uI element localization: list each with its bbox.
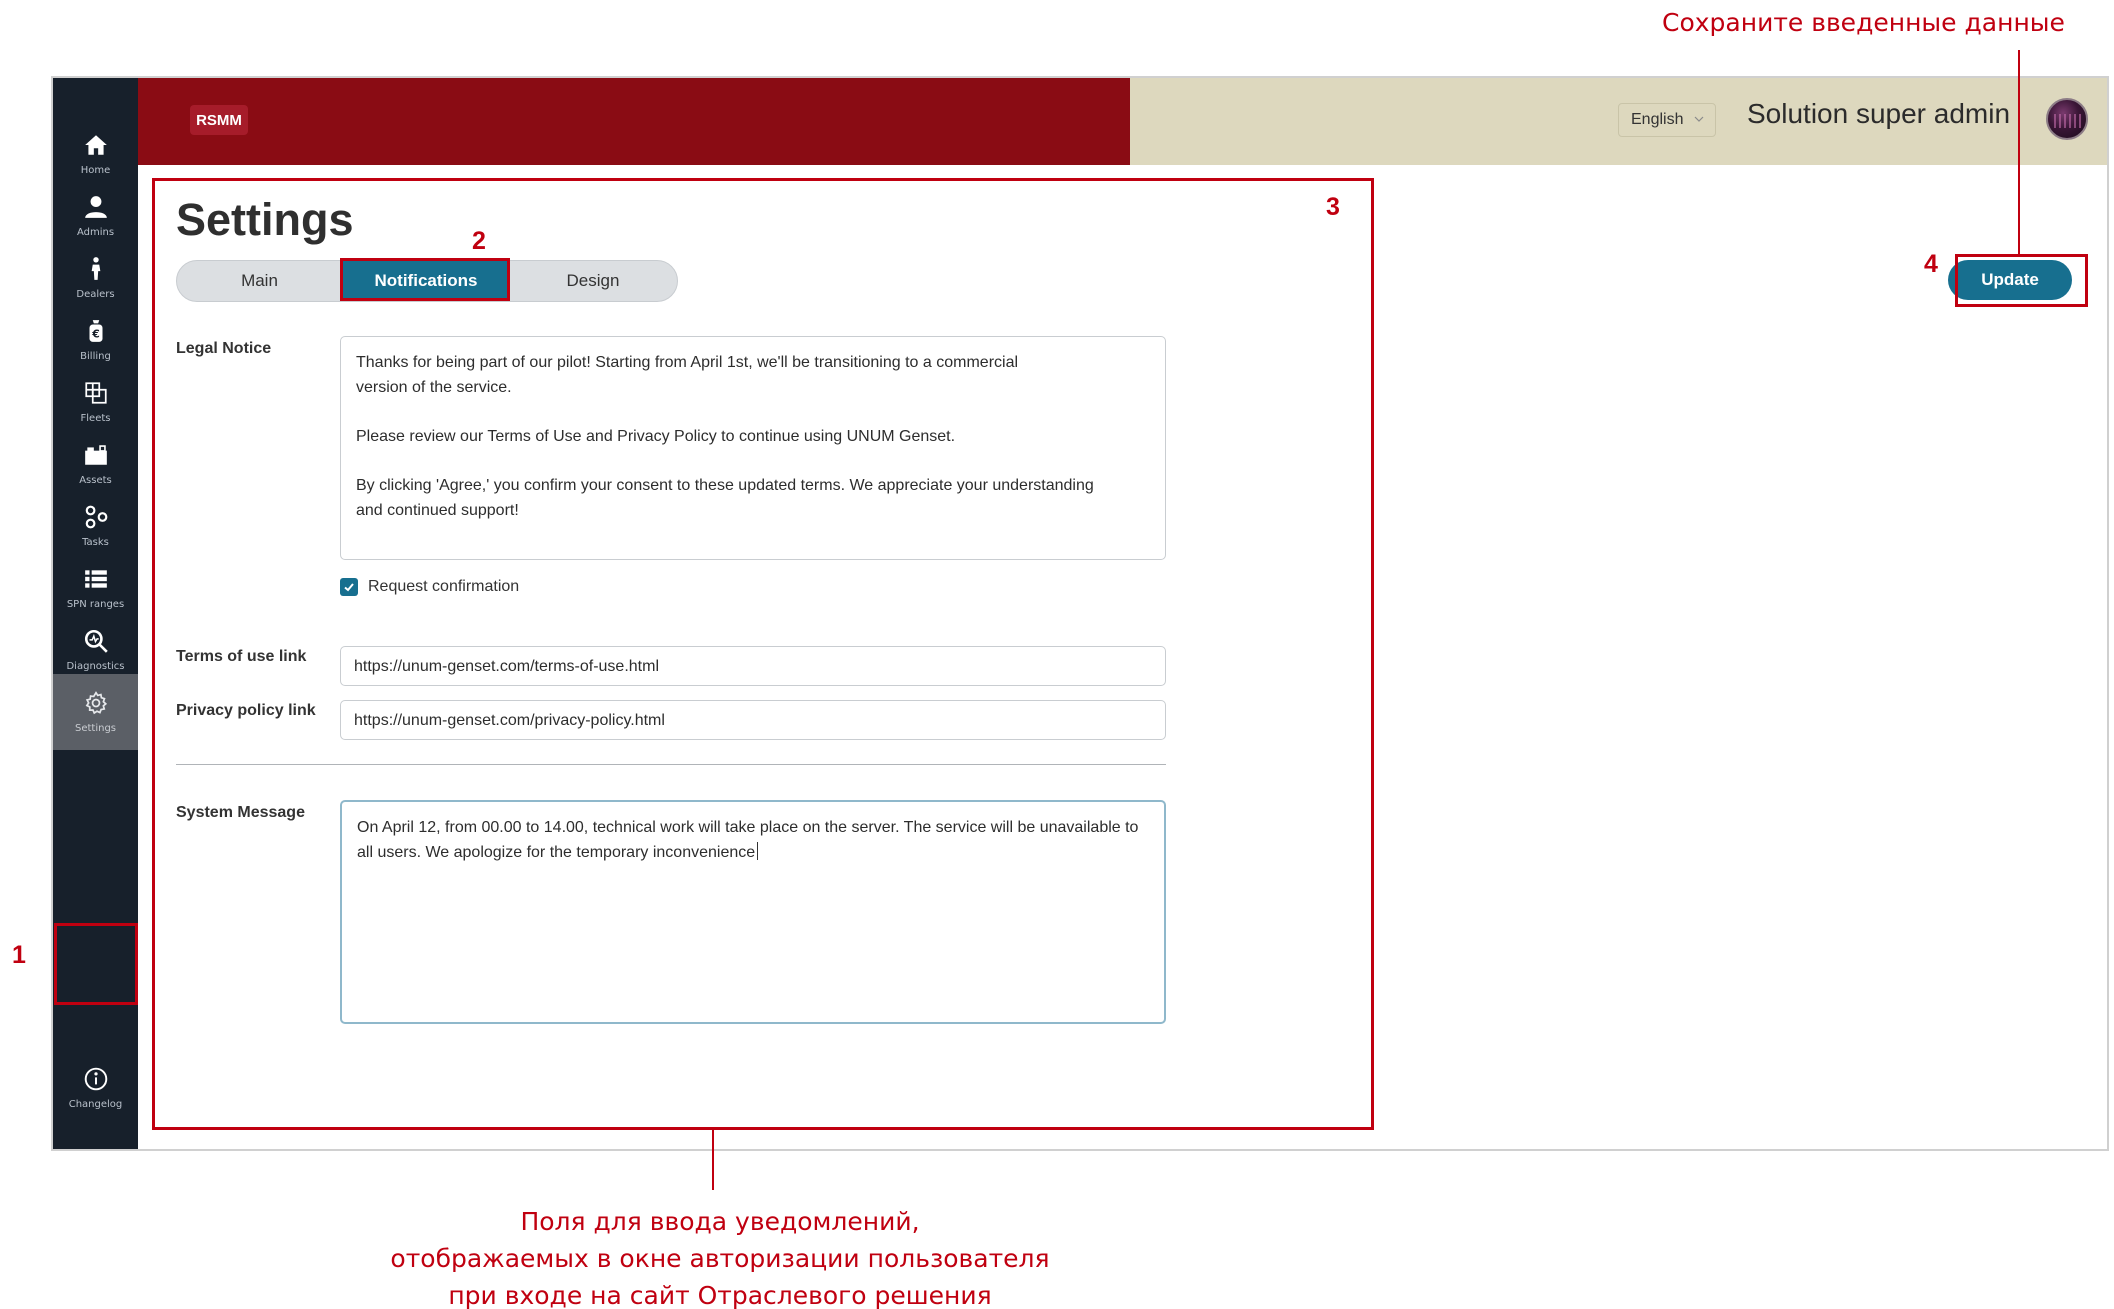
tab-main[interactable]: Main (241, 271, 278, 290)
header-user-bar (1130, 78, 2107, 165)
page-title: Settings (176, 194, 354, 245)
fleets-icon (83, 380, 109, 406)
sidebar-item-label: Settings (74, 723, 116, 734)
billing-icon (83, 318, 109, 344)
annotation-fields-hint-line: отображаемых в окне авторизации пользователя (390, 1244, 1050, 1273)
chevron-down-icon (1693, 113, 1705, 125)
legal-notice-line: Thanks for being part of our pilot! Starting from April 1st, we'll be transitioning to a commercial (356, 354, 1019, 371)
update-button[interactable]: Update (1948, 260, 2072, 300)
annotation-fields-hint-line: Поля для ввода уведомлений, (520, 1207, 920, 1236)
sidebar-item-label: Dealers (76, 289, 115, 300)
sidebar-item-label: Changelog (68, 1099, 123, 1110)
legal-notice-line: version of the service. (356, 379, 512, 396)
annotation-frame-tab (340, 258, 510, 301)
system-message-text: all users. We apologize for the temporary inconvenience (357, 844, 756, 861)
annotation-number-3: 3 (1326, 193, 1340, 221)
tab-design[interactable]: Design (566, 271, 620, 290)
annotation-leader-save (2018, 50, 2020, 254)
annotation-number-2: 2 (472, 227, 486, 255)
person-walking-icon (83, 256, 109, 282)
sidebar-item-changelog[interactable] (53, 1050, 138, 1126)
sidebar-item-label: Assets (79, 475, 112, 486)
header-brand-bar (138, 78, 1130, 165)
annotation-frame-update (1955, 254, 2088, 307)
sidebar-item-label: Diagnostics (66, 661, 125, 672)
tab-notifications[interactable]: Notifications (343, 261, 509, 301)
privacy-link-label: Privacy policy link (176, 702, 316, 719)
annotation-save-hint: Сохраните введенные данные (1662, 8, 2065, 37)
list-icon (83, 566, 109, 592)
language-select[interactable] (1618, 103, 1716, 137)
annotation-frame-fields (152, 178, 1374, 1130)
request-confirmation-label: Request confirmation (368, 578, 520, 595)
sidebar-item-label: Admins (76, 227, 115, 238)
sidebar-item-label: Billing (80, 351, 111, 362)
annotation-fields-hint (356, 1203, 1084, 1309)
info-icon (83, 1066, 109, 1092)
svg-text:€: € (91, 327, 100, 341)
home-icon (83, 132, 109, 158)
gear-icon (83, 690, 109, 716)
sidebar-item-label: SPN ranges (66, 599, 125, 610)
terms-link-label: Terms of use link (176, 648, 307, 665)
language-value: English (1631, 111, 1684, 128)
system-message-label: System Message (176, 804, 305, 821)
sidebar-item-label: Home (80, 165, 111, 176)
brand-logo[interactable]: RSMM (190, 105, 248, 135)
legal-notice-line: Please review our Terms of Use and Privacy Policy to continue using UNUM Genset. (356, 428, 956, 445)
user-name: Solution super admin (1747, 98, 2011, 129)
sidebar-item-settings[interactable] (53, 674, 138, 750)
annotation-number-4: 4 (1924, 250, 1938, 278)
user-icon (83, 194, 109, 220)
avatar[interactable] (2046, 98, 2088, 140)
legal-notice-line: and continued support! (356, 502, 519, 519)
legal-notice-line: By clicking 'Agree,' you confirm your consent to these updated terms. We appreciate your understanding (356, 477, 1094, 494)
tasks-icon (83, 504, 109, 530)
system-message-line: On April 12, from 00.00 to 14.00, technical work will take place on the server. The service will be unavailable to (357, 819, 1139, 836)
sidebar-item-label: Fleets (80, 413, 111, 424)
annotation-number-1: 1 (12, 941, 26, 969)
terms-link-input[interactable]: https://unum-genset.com/terms-of-use.html (340, 646, 1166, 686)
sidebar-item-label: Tasks (82, 537, 109, 548)
privacy-link-input[interactable]: https://unum-genset.com/privacy-policy.html (340, 700, 1166, 740)
annotation-leader-fields (712, 1130, 714, 1190)
assets-icon (83, 442, 109, 468)
annotation-fields-hint-line: при входе на сайт Отраслевого решения (448, 1281, 992, 1309)
annotation-frame-settings (54, 923, 138, 1005)
legal-notice-label: Legal Notice (176, 340, 272, 357)
diagnostics-icon (83, 628, 109, 654)
